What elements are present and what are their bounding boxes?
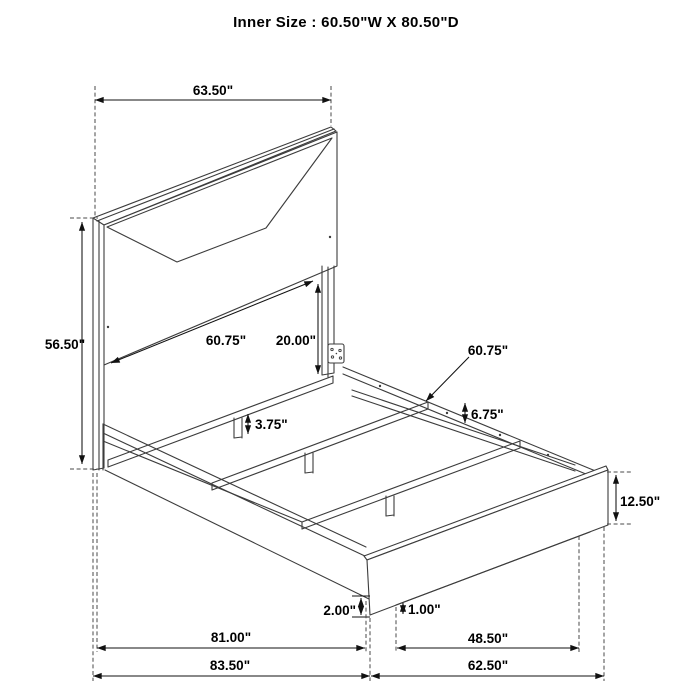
dim-label-rail-floor-gap: 2.00" (323, 603, 356, 618)
dim-label-panel-width: 60.75" (205, 333, 247, 348)
bed-frame (93, 127, 608, 615)
dim-label-footboard-width: 62.50" (467, 658, 509, 673)
drawing-line (386, 496, 394, 516)
dim-rail-floor-gap (323, 596, 370, 618)
headboard (93, 127, 337, 470)
dim-label-panel-to-rail: 20.00" (275, 333, 316, 348)
drawing-line (105, 470, 369, 599)
dim-footboard-height (607, 472, 660, 524)
drawing-line (212, 402, 428, 490)
page-title: Inner Size : 60.50"W X 80.50"D (233, 14, 459, 31)
dim-label-overall-depth: 83.50" (209, 658, 251, 673)
dim-label-slat-to-rail-drop: 6.75" (471, 407, 504, 422)
right-side-rail (343, 367, 598, 479)
drawing-line (499, 434, 501, 436)
slats (108, 376, 520, 529)
drawing-line (305, 453, 313, 473)
dim-label-slat-length: 60.75" (467, 343, 509, 358)
dim-panel-to-rail (276, 284, 318, 374)
drawing-line (108, 376, 333, 467)
drawing-line (379, 385, 381, 387)
dim-footboard-base-lip (403, 602, 441, 617)
drawing-line (103, 441, 302, 522)
slat-2 (212, 402, 428, 490)
drawing-line (234, 418, 242, 438)
drawing-line (93, 218, 104, 470)
bracket-plate-icon (328, 344, 344, 363)
dim-label-footboard-base-lip: 1.00" (408, 602, 441, 617)
headboard-left-leg (93, 218, 104, 470)
dim-side-rail-length (97, 473, 366, 652)
drawing-line (103, 424, 366, 547)
dim-slat-leg-height (248, 414, 288, 434)
dim-overall-depth (93, 473, 370, 681)
drawing-line (329, 236, 331, 238)
drawing-line (107, 326, 109, 328)
drawing-line (352, 390, 575, 465)
drawing-line (547, 454, 549, 456)
dim-slat-length-callout (426, 343, 508, 401)
footboard (364, 466, 608, 615)
dim-headboard-height (45, 218, 98, 469)
leader-line (426, 357, 469, 401)
slat-1 (108, 376, 333, 467)
dim-label-slat-leg-height: 3.75" (255, 417, 288, 432)
dim-label-footboard-recess-width: 48.50" (467, 631, 509, 646)
dim-label-side-rail-length: 81.00" (210, 630, 252, 645)
drawing-line (336, 353, 338, 355)
headboard-panel (104, 132, 337, 365)
dim-label-footboard-height: 12.50" (620, 494, 661, 509)
dim-label-headboard-width: 63.50" (192, 83, 234, 98)
drawing-line (352, 396, 575, 471)
drawing-line (446, 412, 448, 414)
dim-label-headboard-height: 56.50" (44, 337, 86, 352)
dim-slat-to-rail-drop (465, 403, 504, 423)
